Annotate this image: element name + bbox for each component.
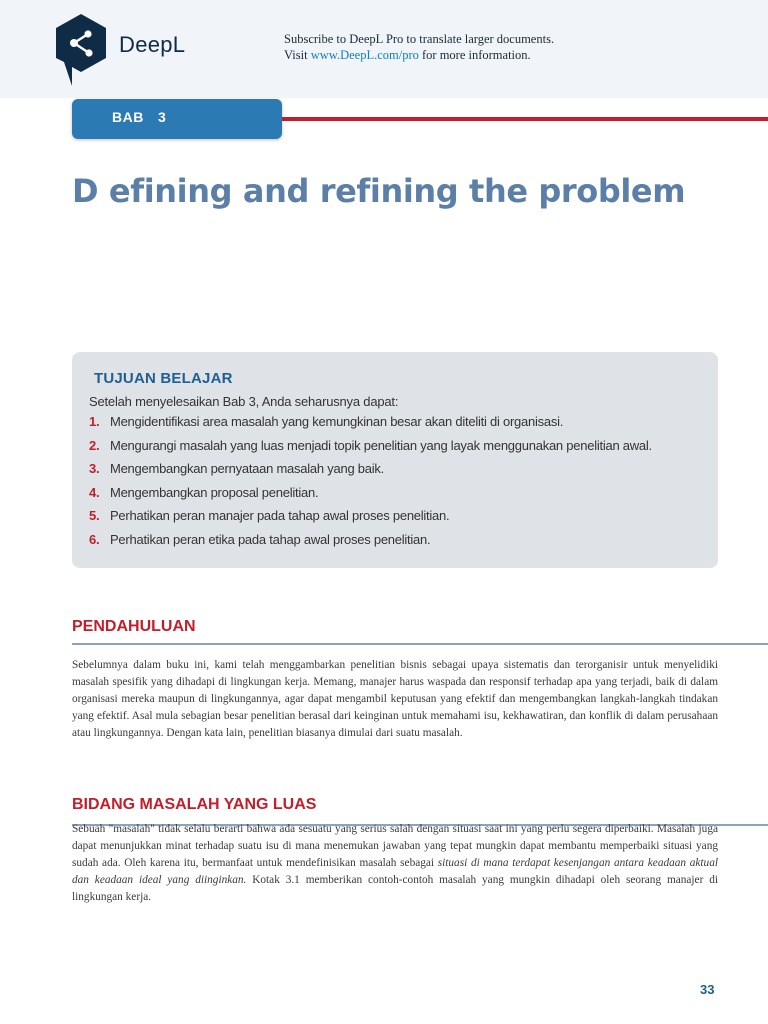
objective-text: Mengembangkan pernyataan masalah yang baik.: [110, 461, 384, 476]
promo-visit: Visit: [284, 48, 311, 62]
chapter-tab: [72, 99, 282, 139]
objective-text: Mengidentifikasi area masalah yang kemungkinan besar akan diteliti di organisasi.: [110, 414, 564, 429]
intro-paragraph: Sebelumnya dalam buku ini, kami telah menggambarkan penelitian bisnis sebagai upaya sistematis dan terorganisir untuk menyelidiki masalah spesifik yang dihadapi di lingkungan kerja. Memang, manajer harus waspada dan responsif terhadap apa yang terjadi, baik di dalam organisasi mereka maupun di lingkungannya, agar dapat mengambil keputusan yang efektif dan mengembangkan langkah-langkah tindakan yang efektif. Asal mula sebagian besar penelitian berasal dari keinginan untuk memahami isu, kekhawatiran, dan konflik di dalam perusahaan atau lingkungannya. Dengan kata lain, penelitian biasanya dimulai dari suatu masalah.: [72, 659, 718, 739]
promo-line-1: Subscribe to DeepL Pro to translate larger documents.: [284, 32, 555, 46]
objectives-intro: Setelah menyelesaikan Bab 3, Anda seharusnya dapat:: [89, 394, 399, 409]
intro-heading-rule: [72, 643, 768, 645]
objective-item: [89, 461, 652, 485]
intro-heading: PENDAHULUAN: [72, 618, 196, 635]
objectives-list: [89, 414, 652, 555]
objective-number: 3.: [89, 461, 100, 476]
objective-number: 2.: [89, 437, 100, 453]
objective-number: 6.: [89, 531, 100, 547]
deepl-pro-link[interactable]: www.DeepL.com/pro: [310, 48, 419, 62]
page-number: 33: [700, 982, 715, 997]
chapter-label: BAB: [112, 109, 144, 125]
promo-text: [284, 31, 554, 63]
objective-item: [89, 532, 652, 556]
objective-item: [89, 485, 652, 509]
broad-problem-heading: BIDANG MASALAH YANG LUAS: [72, 796, 317, 813]
objective-text: Mengembangkan proposal penelitian.: [110, 484, 319, 500]
chapter-title: D efining and refining the problem: [72, 172, 686, 210]
promo-suffix: for more information.: [418, 48, 531, 62]
broad-text-part-2: Kotak 3.1 memberikan contoh-contoh masalah yang mungkin dihadapi oleh seorang manajer di lingkungan kerja.: [72, 874, 718, 903]
chapter-number: 3: [158, 109, 167, 125]
objective-text: Perhatikan peran etika pada tahap awal proses penelitian.: [110, 531, 431, 547]
objective-number: 1.: [89, 414, 100, 429]
objective-number: 4.: [89, 484, 100, 500]
objective-item: [89, 508, 652, 532]
chapter-rule: [282, 117, 768, 121]
broad-text-part-1: Sebuah "masalah" tidak selalu berarti bahwa ada sesuatu yang serius salah dengan situasi saat ini yang perlu segera diperbaiki. Masalah juga dapat menunjukkan minat terhadap suatu isu di mana menemukan jawaban yang tepat mungkin dapat membantu memperbaiki situasi yang sudah ada. Oleh karena itu, bermanfaat untuk mendefinisikan masalah sebagai: [72, 823, 718, 869]
objective-item: [89, 438, 652, 462]
objectives-heading: TUJUAN BELAJAR: [94, 370, 233, 387]
learning-objectives-box: [72, 352, 718, 568]
promo-line-2: [284, 47, 554, 63]
deepl-logo-text: DeepL: [119, 32, 186, 57]
objective-text: Mengurangi masalah yang luas menjadi topik penelitian yang layak menggunakan penelitian awal.: [110, 437, 652, 453]
deepl-logo-icon: [52, 12, 110, 88]
broad-problem-paragraph: [72, 821, 718, 906]
objective-item: [89, 414, 652, 438]
deepl-banner: [0, 0, 768, 98]
problem-definition: situasi di mana terdapat kesenjangan antara keadaan aktual dan keadaan ideal yang diinginkan.: [72, 857, 718, 886]
objective-text: Perhatikan peran manajer pada tahap awal proses penelitian.: [110, 508, 450, 523]
objective-number: 5.: [89, 508, 100, 523]
